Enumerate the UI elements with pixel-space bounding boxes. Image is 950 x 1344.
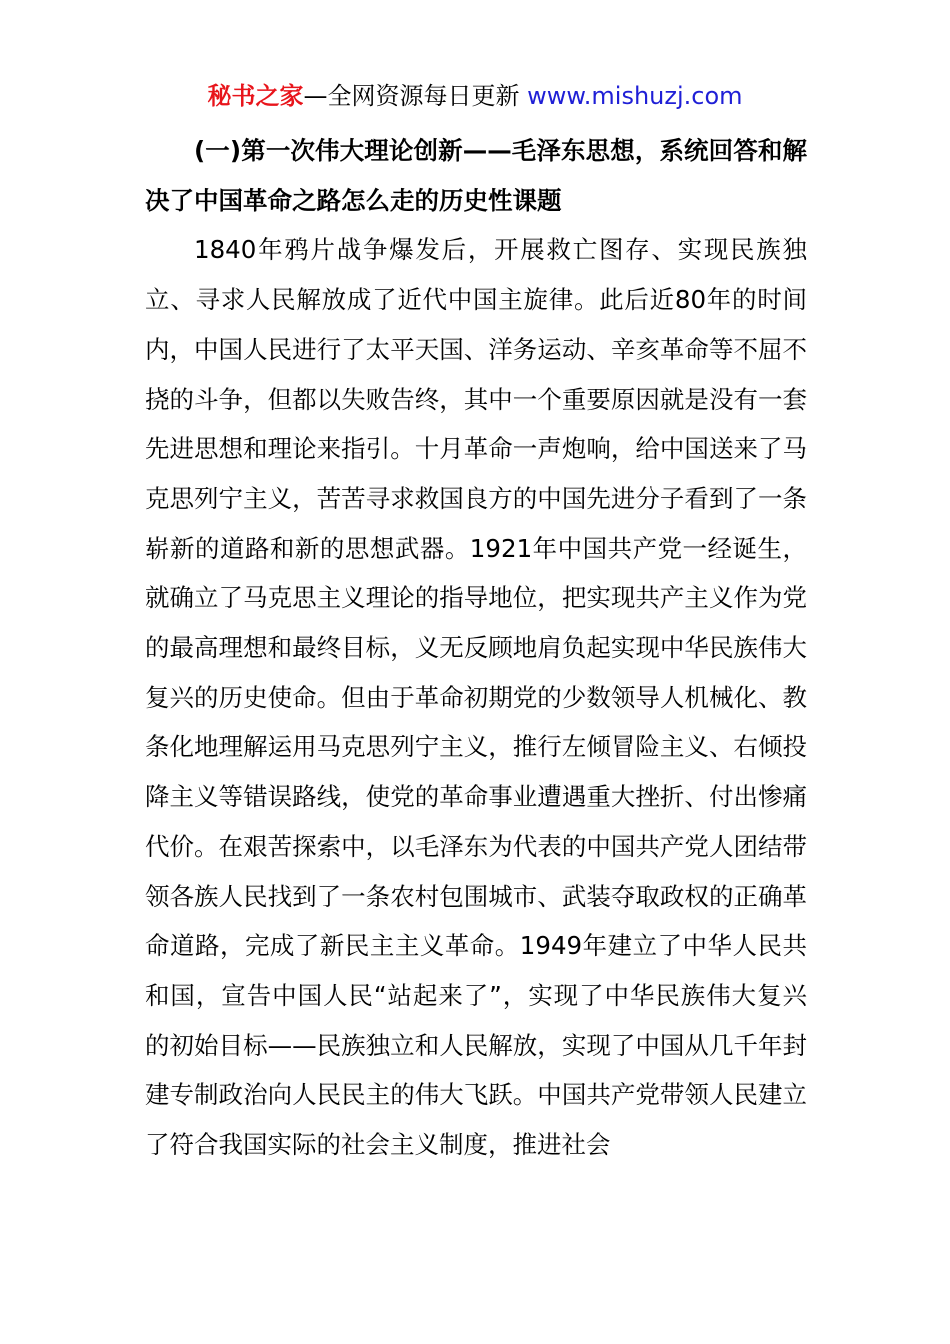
site-url-link[interactable]: www.mishuzj.com: [527, 82, 743, 110]
section-heading: (一)第一次伟大理论创新——毛泽东思想，系统回答和解决了中国革命之路怎么走的历史性课题: [145, 136, 807, 215]
body-paragraph: 1840年鸦片战争爆发后，开展救亡图存、实现民族独立、寻求人民解放成了近代中国主旋律。此后近80年的时间内，中国人民进行了太平天国、洋务运动、辛亥革命等不屈不挠的斗争，但都以失败告终，其中一个重要原因就是没有一套先进思想和理论来指引。十月革命一声炮响，给中国送来了马克思列宁主义，苦苦寻求救国良方的中国先进分子看到了一条崭新的道路和新的思想武器。1921年中国共产党一经诞生，就确立了马克思主义理论的指导地位，把实现共产主义作为党的最高理想和最终目标，义无反顾地肩负起实现中华民族伟大复兴的历史使命。但由于革命初期党的少数领导人机械化、教条化地理解运用马克思列宁主义，推行左倾冒险主义、右倾投降主义等错误路线，使党的革命事业遭遇重大挫折、付出惨痛代价。在艰苦探索中，以毛泽东为代表的中国共产党人团结带领各族人民找到了一条农村包围城市、武装夺取政权的正确革命道路，完成了新民主主义革命。1949年建立了中华人民共和国，宣告中国人民“站起来了”，实现了中华民族伟大复兴的初始目标——民族独立和人民解放，实现了中国从几千年封建专制政治向人民民主的伟大飞跃。中国共产党带领人民建立了符合我国实际的社会主义制度，推进社会: [145, 235, 807, 1160]
site-tagline: —全网资源每日更新: [303, 82, 528, 110]
document-body: [145, 126, 807, 1170]
site-header: [0, 80, 950, 112]
site-brand: 秘书之家: [207, 82, 304, 110]
